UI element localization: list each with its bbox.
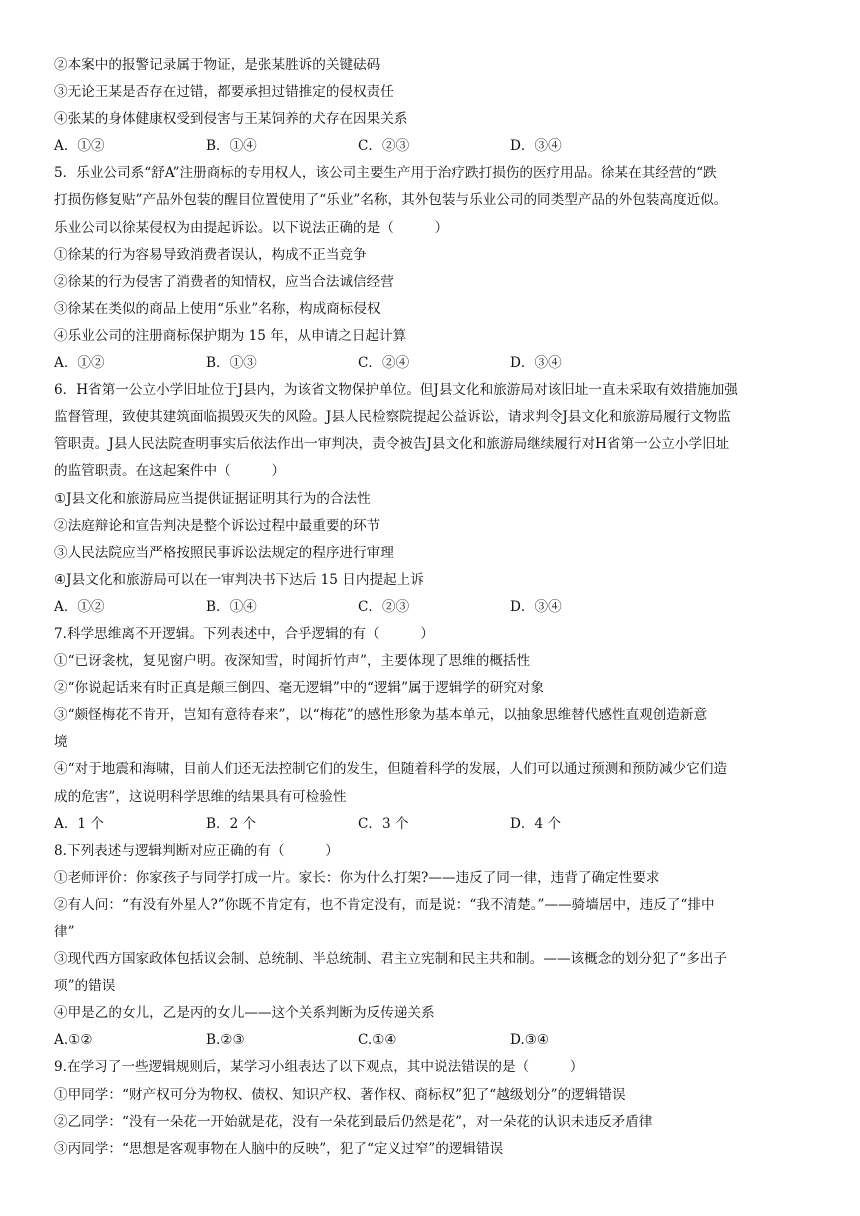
answer-option: D．③④ <box>510 598 562 615</box>
answer-options-row <box>54 594 814 621</box>
answer-option: C．3 个 <box>358 815 409 832</box>
text-line: 项”的错误 <box>54 978 116 995</box>
answer-option: C．②④ <box>358 355 410 372</box>
answer-option: D．③④ <box>510 138 562 155</box>
text-line: ①J县文化和旅游局应当提供证据证明其行为的合法性 <box>54 490 371 507</box>
text-line: ②“你说起话来有时正真是颠三倒四、毫无逻辑”中的“逻辑”属于逻辑学的研究对象 <box>54 680 544 697</box>
text-line: 律” <box>54 924 75 940</box>
text-line: ④“对于地震和海啸，目前人们还无法控制它们的发生，但随着科学的发展，人们可以通过预测和预防减少它们造 <box>54 761 728 778</box>
answer-option: B.②③ <box>206 1032 245 1049</box>
text-line: ①老师评价：你家孩子与同学打成一片。家长：你为什么打架?——违反了同一律，违背了确定性要求 <box>54 869 660 886</box>
text-line: 监督管理，致使其建筑面临损毁灭失的风险。J县人民检察院提起公益诉讼，请求判令J县文化和旅游局履行文物监 <box>54 409 731 426</box>
answer-option: C．②③ <box>358 598 410 615</box>
text-line: ①“已讶衾枕，复见窗户明。夜深知雪，时闻折竹声”，主要体现了思维的概括性 <box>54 653 531 670</box>
text-line: ③丙同学：“思想是客观事物在人脑中的反映”，犯了“定义过窄”的逻辑错误 <box>54 1140 504 1157</box>
text-line: 打损伤修复贴”产品外包装的醒目位置使用了“乐业”名称，其外包装与乐业公司的同类型产品的外包装高度近似。 <box>54 192 728 209</box>
text-line: ④J县文化和旅游局可以在一审判决书下达后 15 日内提起上诉 <box>54 571 424 588</box>
answer-options-row <box>54 133 814 160</box>
answer-options-row <box>54 350 814 377</box>
text-line: 7.科学思维离不开逻辑。下列表述中，合乎逻辑的有（ ） <box>54 625 434 642</box>
text-line: ③现代西方国家政体包括议会制、总统制、半总统制、君主立宪制和民主共和制。——该概念的划分犯了“多出子 <box>54 951 728 968</box>
text-line: ④甲是乙的女儿，乙是丙的女儿——这个关系判断为反传递关系 <box>54 1005 435 1022</box>
answer-option: C.①④ <box>358 1032 397 1049</box>
text-line: ③“颇怪梅花不肯开，岂知有意待春来”，以“梅花”的感性形象为基本单元，以抽象思维替代感性直观创造新意 <box>54 707 708 724</box>
text-line: ②乙同学：“没有一朵花一开始就是花，没有一朵花到最后仍然是花”，对一朵花的认识未违反矛盾律 <box>54 1113 653 1130</box>
text-line: 管职责。J县人民法院查明事实后依法作出一审判决，责令被告J县文化和旅游局继续履行对H省第一公立小学旧址 <box>54 436 730 453</box>
answer-option: B．2 个 <box>206 815 257 832</box>
answer-option: C．②③ <box>358 138 410 155</box>
answer-option: B．①④ <box>206 138 257 155</box>
text-line: 境 <box>54 734 68 751</box>
text-line: ②徐某的行为侵害了消费者的知情权，应当合法诚信经营 <box>54 273 394 290</box>
text-line: 9.在学习了一些逻辑规则后，某学习小组表达了以下观点，其中说法错误的是（ ） <box>54 1059 584 1076</box>
text-line: ④张某的身体健康权受到侵害与王某饲养的犬存在因果关系 <box>54 111 408 128</box>
text-line: ①徐某的行为容易导致消费者误认，构成不正当竞争 <box>54 246 367 263</box>
answer-option: A．①② <box>54 138 105 155</box>
answer-options-row <box>54 811 814 838</box>
text-line: ③无论王某是否存在过错，都要承担过错推定的侵权责任 <box>54 84 394 101</box>
text-line: ③人民法院应当严格按照民事诉讼法规定的程序进行审理 <box>54 544 394 561</box>
text-line: ④乐业公司的注册商标保护期为 15 年，从申请之日起计算 <box>54 327 407 344</box>
text-line: ①甲同学：“财产权可分为物权、债权、知识产权、著作权、商标权”犯了“越级划分”的逻辑错误 <box>54 1086 626 1103</box>
text-line: ②法庭辩论和宣告判决是整个诉讼过程中最重要的环节 <box>54 517 381 534</box>
text-line: 乐业公司以徐某侵权为由提起诉讼。以下说法正确的是（ ） <box>54 219 449 236</box>
text-line: 的监管职责。在这起案件中（ ） <box>54 463 286 480</box>
text-line: 6．H省第一公立小学旧址位于J县内，为该省文物保护单位。但J县文化和旅游局对该旧址一直未采取有效措施加强 <box>54 382 738 399</box>
answer-option: A．①② <box>54 355 105 372</box>
text-line: 8.下列表述与逻辑判断对应正确的有（ ） <box>54 842 339 859</box>
text-line: ③徐某在类似的商品上使用“乐业”名称，构成商标侵权 <box>54 300 381 317</box>
answer-option: A.①② <box>54 1032 93 1049</box>
answer-option: A．1 个 <box>54 815 104 832</box>
text-line: 5．乐业公司系“舒A”注册商标的专用权人，该公司主要生产用于治疗跌打损伤的医疗用品。徐某在其经营的“跌 <box>54 165 717 182</box>
text-line: 成的危害”，这说明科学思维的结果具有可检验性 <box>54 788 347 805</box>
answer-options-row <box>54 1027 814 1054</box>
answer-option: A．①② <box>54 598 105 615</box>
answer-option: D．4 个 <box>510 815 562 832</box>
answer-option: B．①③ <box>206 355 257 372</box>
answer-option: B．①④ <box>206 598 257 615</box>
answer-option: D．③④ <box>510 355 562 372</box>
answer-option: D.③④ <box>510 1032 550 1049</box>
text-line: ②本案中的报警记录属于物证，是张某胜诉的关键砝码 <box>54 57 381 73</box>
text-line: ②有人问：“有没有外星人?”你既不肯定有，也不肯定没有，而是说：“我不清楚。”——骑墙居中，违反了“排中 <box>54 896 715 913</box>
